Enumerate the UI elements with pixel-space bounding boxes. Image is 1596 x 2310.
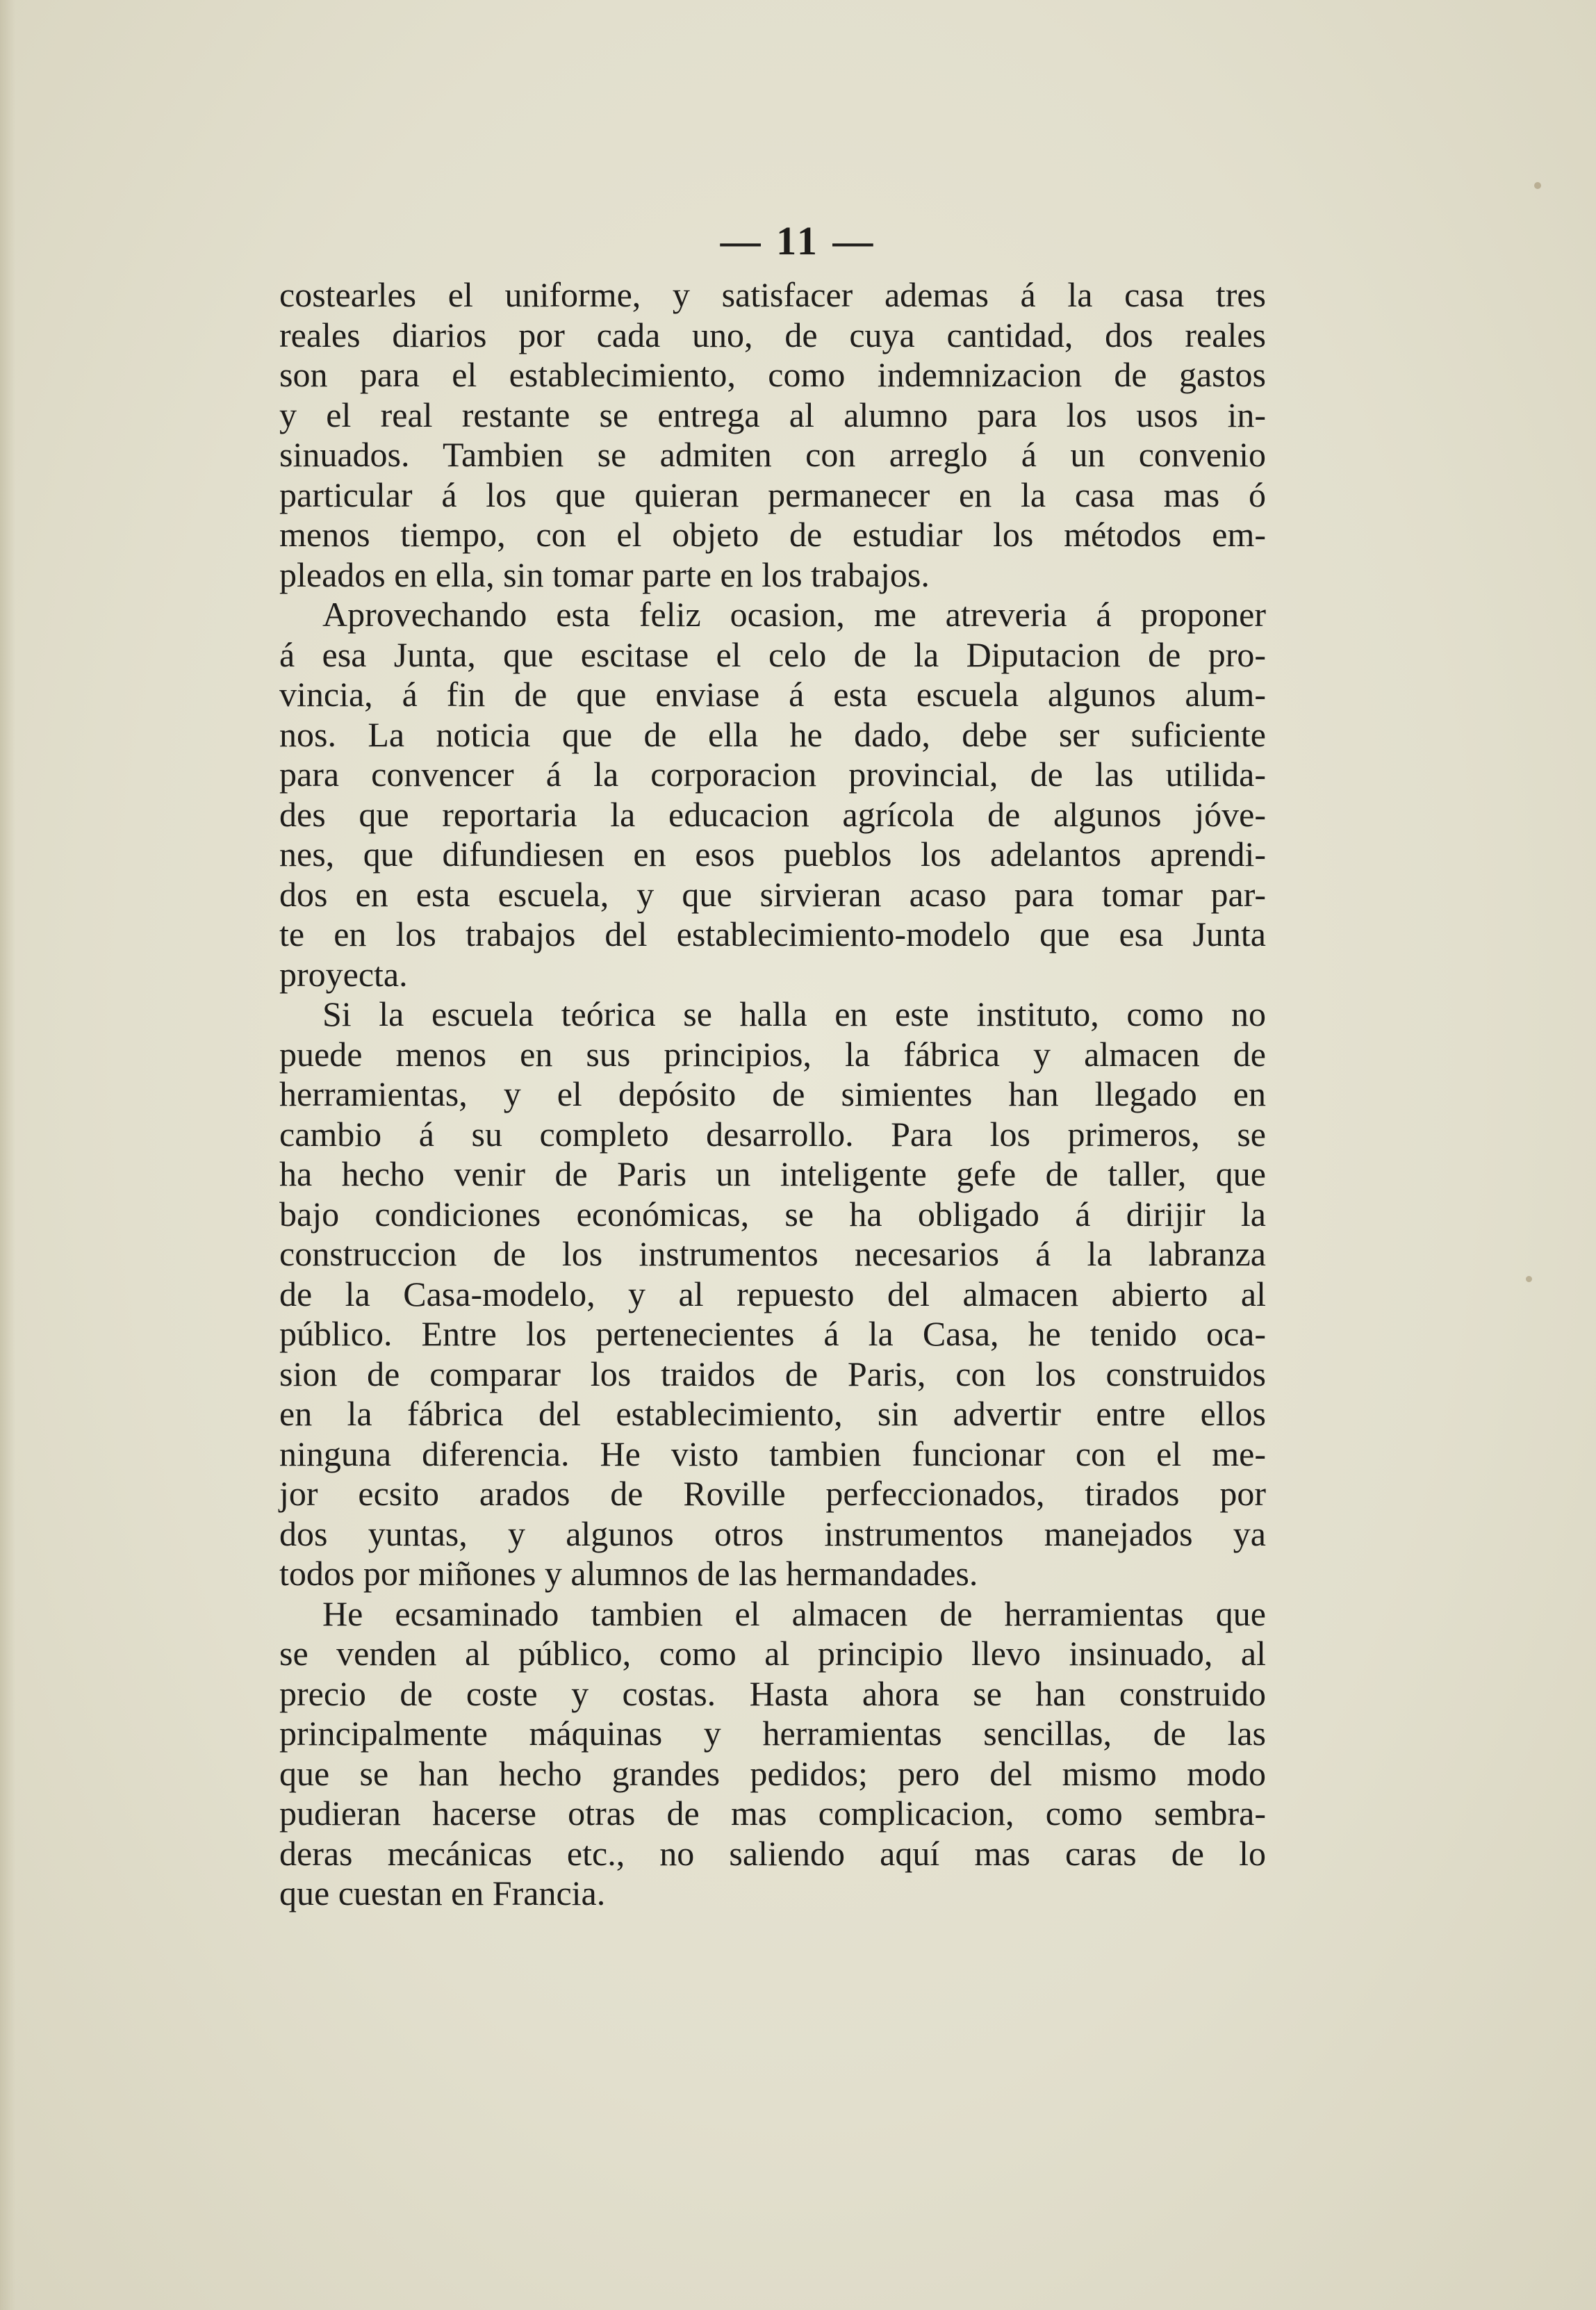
text-line: ninguna diferencia. He visto tambien funcionar con el me-: [279, 1434, 1266, 1473]
text-line: nes, que difundiesen en esos pueblos los adelantos aprendi-: [279, 835, 1266, 874]
text-line: construccion de los instrumentos necesarios á la labranza: [279, 1234, 1266, 1273]
spine-shadow: [0, 0, 15, 2310]
text-line: precio de coste y costas. Hasta ahora se han construido: [279, 1673, 1266, 1713]
text-line: á esa Junta, que escitase el celo de la Diputacion de pro-: [279, 634, 1266, 674]
text-line: herramientas, y el depósito de simientes han llegado en: [279, 1074, 1266, 1113]
text-line: He ecsaminado tambien el almacen de herramientas que: [322, 1594, 1266, 1633]
text-line: nos. La noticia que de ella he dado, debe ser suficiente: [279, 714, 1266, 754]
text-line: pudieran hacerse otras de mas complicacion, como sembra-: [279, 1794, 1266, 1833]
text-line: que se han hecho grandes pedidos; pero del mismo modo: [279, 1753, 1266, 1793]
text-line: se venden al público, como al principio llevo insinuado, al: [279, 1634, 1266, 1673]
text-line: puede menos en sus principios, la fábrica y almacen de: [279, 1034, 1266, 1074]
text-line: particular á los que quieran permanecer en la casa mas ó: [279, 475, 1266, 514]
text-line: Si la escuela teórica se halla en este instituto, como no: [322, 994, 1266, 1033]
text-line: dos en esta escuela, y que sirvieran acaso para tomar par-: [279, 874, 1266, 914]
text-line: vincia, á fin de que enviase á esta escuela algunos alum-: [279, 675, 1266, 714]
text-line: y el real restante se entrega al alumno para los usos in-: [279, 395, 1266, 434]
text-line: para convencer á la corporacion provincial, de las utilida-: [279, 755, 1266, 794]
text-line: dos yuntas, y algunos otros instrumentos manejados ya: [279, 1514, 1266, 1553]
body-text: [279, 275, 1266, 1914]
text-line: todos por miñones y alumnos de las hermandades.: [279, 1554, 978, 1593]
text-line: deras mecánicas etc., no saliendo aquí mas caras de lo: [279, 1833, 1266, 1873]
text-line: en la fábrica del establecimiento, sin advertir entre ellos: [279, 1394, 1266, 1433]
text-line: des que reportaria la educacion agrícola de algunos jóve-: [279, 794, 1266, 834]
text-line: reales diarios por cada uno, de cuya cantidad, dos reales: [279, 315, 1266, 354]
text-line: Aprovechando esta feliz ocasion, me atreveria á proponer: [322, 595, 1266, 634]
text-line: público. Entre los pertenecientes á la Casa, he tenido oca-: [279, 1314, 1266, 1353]
text-line: menos tiempo, con el objeto de estudiar los métodos em-: [279, 515, 1266, 554]
text-line: costearles el uniforme, y satisfacer ademas á la casa tres: [279, 275, 1266, 314]
text-line: pleados en ella, sin tomar parte en los trabajos.: [279, 555, 930, 594]
text-line: te en los trabajos del establecimiento-modelo que esa Junta: [279, 915, 1266, 953]
text-line: de la Casa-modelo, y al repuesto del almacen abierto al: [279, 1274, 1266, 1313]
text-line: sinuados. Tambien se admiten con arreglo á un convenio: [279, 435, 1266, 474]
page-number: — 11 —: [720, 218, 876, 263]
text-line: bajo condiciones económicas, se ha obligado á dirijir la: [279, 1194, 1266, 1234]
text-line: son para el establecimiento, como indemnizacion de gastos: [279, 355, 1266, 394]
foxing-spot: [1534, 182, 1541, 189]
text-line: ha hecho venir de Paris un inteligente gefe de taller, que: [279, 1154, 1266, 1193]
text-line: jor ecsito arados de Roville perfeccionados, tirados por: [279, 1474, 1266, 1513]
text-line: cambio á su completo desarrollo. Para los primeros, se: [279, 1114, 1266, 1154]
text-line: proyecta.: [279, 954, 408, 994]
text-line: principalmente máquinas y herramientas sencillas, de las: [279, 1714, 1266, 1753]
text-line: que cuestan en Francia.: [279, 1874, 606, 1912]
foxing-spot: [1526, 1276, 1532, 1282]
text-line: sion de comparar los traidos de Paris, con los construidos: [279, 1354, 1266, 1393]
